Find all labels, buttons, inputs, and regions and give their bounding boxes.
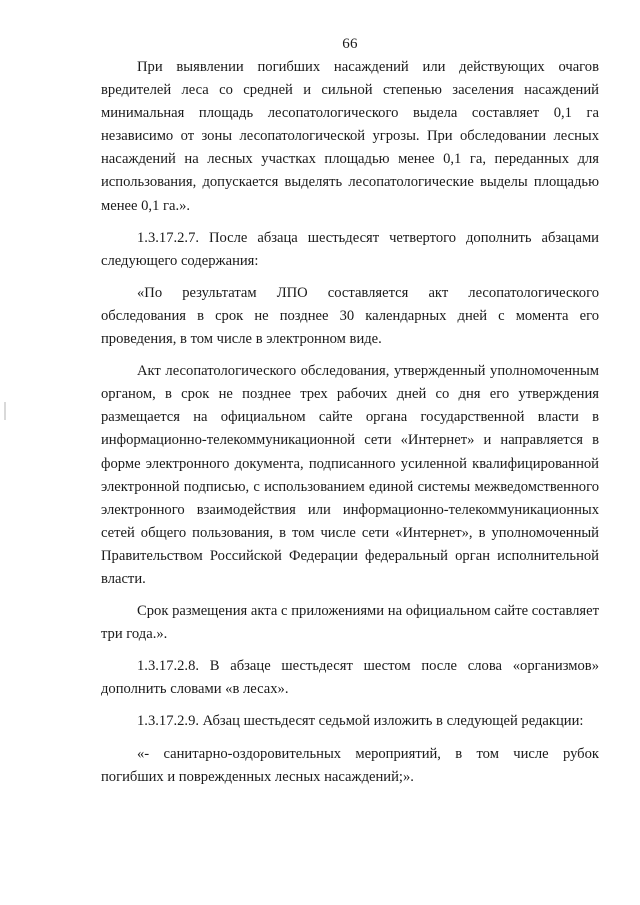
document-body: [101, 56, 599, 798]
paragraph-act-publication: Акт лесопатологического обследования, утвержденный уполномоченным органом, в срок не позднее трех рабочих дней со дня его утверждения размещается на официальном сайте органа государственной власти в информационно-телекоммуникационной сети «Интернет» и направляется в форме электронного документа, подписанного усиленной квалифицированной электронной подписью, с использованием единой системы межведомственного электронного взаимодействия или информационно-телекоммуникационных сетей общего пользования, в том числе сети «Интернет», в уполномоченный Правительством Российской Федерации федеральный орган исполнительной власти.: [101, 363, 599, 587]
paragraph-sanitary-measures: «- санитарно-оздоровительных мероприятий, в том числе рубок погибших и поврежденных лесных насаждений;».: [101, 745, 599, 785]
scan-margin-mark: [4, 402, 6, 420]
page-number: 66: [342, 36, 358, 52]
paragraph-item-1-3-17-2-8: 1.3.17.2.8. В абзаце шестьдесят шестом после слова «организмов» дополнить словами «в лесах».: [101, 658, 599, 698]
paragraph-item-1-3-17-2-7: 1.3.17.2.7. После абзаца шестьдесят четвертого дополнить абзацами следующего содержания:: [101, 229, 599, 269]
paragraph-lpo-act: «По результатам ЛПО составляется акт лесопатологического обследования в срок не позднее 30 календарных дней с момента его проведения, в том числе в электронном виде.: [101, 284, 599, 348]
paragraph-item-1-3-17-2-9: 1.3.17.2.9. Абзац шестьдесят седьмой изложить в следующей редакции:: [137, 713, 584, 730]
paragraph-forest-plot-area: При выявлении погибших насаждений или действующих очагов вредителей леса со средней и сильной степенью заселения насаждений минимальная площадь лесопатологического выдела составляет 0,1 га независимо от зоны лесопатологической угрозы. При обследовании лесных насаждений на лесных участках площадью менее 0,1 га, переданных для использования, допускается выделять лесопатологические выделы площадью менее 0,1 га.».: [101, 59, 599, 214]
paragraph-publication-term: Срок размещения акта с приложениями на официальном сайте составляет три года.».: [101, 603, 599, 643]
